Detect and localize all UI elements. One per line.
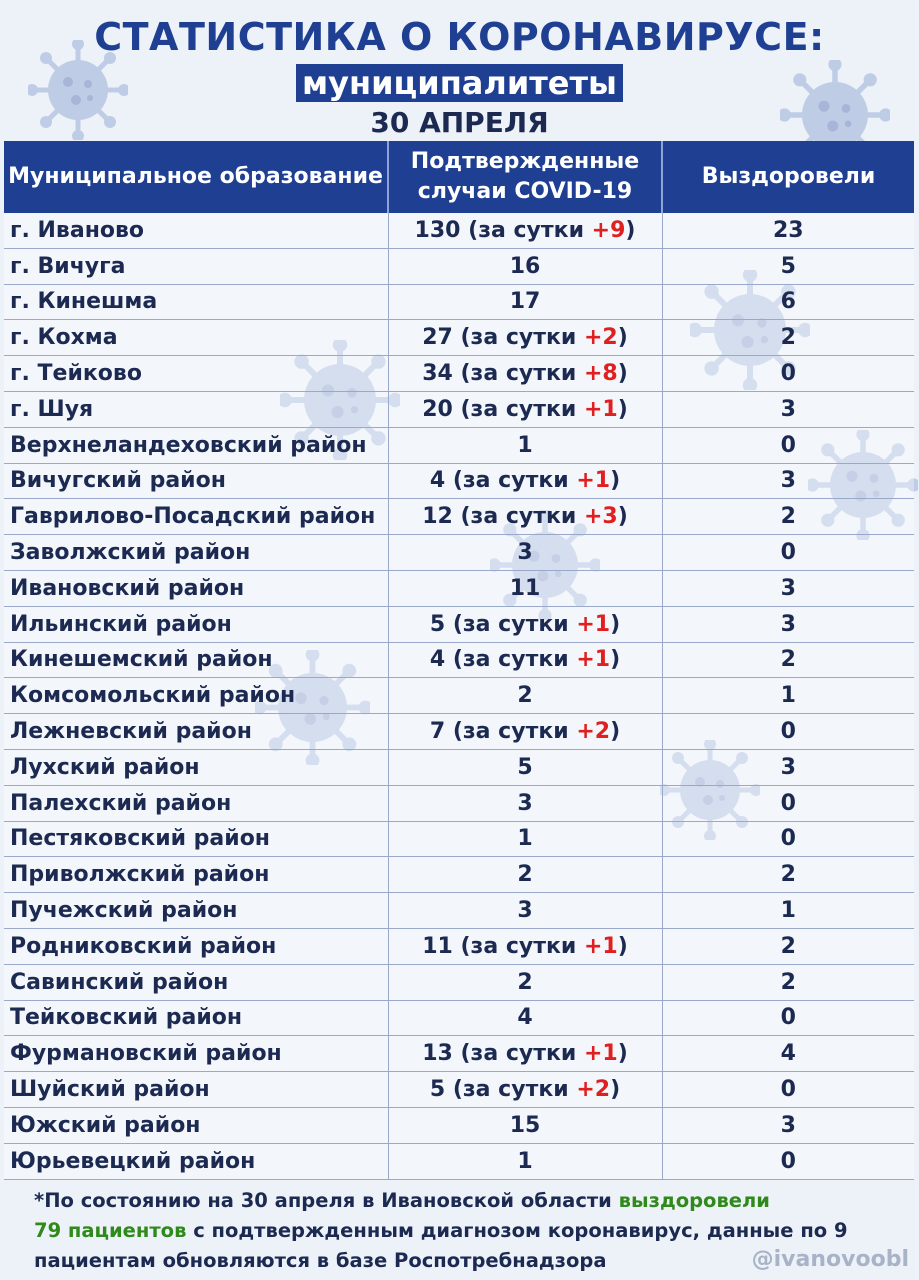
recovered-count: 5 [662, 248, 914, 284]
cases-cell [388, 964, 662, 1000]
municipality-name: Фурмановский район [4, 1036, 388, 1072]
recovered-count: 23 [662, 213, 914, 248]
table-row [4, 964, 914, 1000]
cases-cell: 5 (за сутки +2) [388, 1072, 662, 1108]
municipality-name: Тейковский район [4, 1000, 388, 1036]
statistics-table [4, 141, 914, 1180]
recovered-count: 1 [662, 893, 914, 929]
table-row [4, 1072, 914, 1108]
cases-cell [388, 1107, 662, 1143]
daily-increase: +3 [583, 504, 618, 530]
cases-cell: 34 (за сутки +8) [388, 356, 662, 392]
daily-increase: +1 [583, 1041, 618, 1067]
table-row [4, 284, 914, 320]
daily-increase: +1 [576, 647, 611, 673]
recovered-count: 0 [662, 714, 914, 750]
municipality-name: г. Кохма [4, 320, 388, 356]
cases-count: 27 [422, 325, 453, 351]
cases-cell [388, 1143, 662, 1179]
cases-cell [388, 570, 662, 606]
cases-cell: 5 (за сутки +1) [388, 606, 662, 642]
daily-increase: +9 [591, 217, 626, 243]
table-row [4, 1107, 914, 1143]
recovered-count: 0 [662, 1143, 914, 1179]
recovered-count: 2 [662, 857, 914, 893]
table-row [4, 213, 914, 248]
page-title: СТАТИСТИКА О КОРОНАВИРУСЕ: [94, 15, 825, 59]
municipality-name: Заволжский район [4, 535, 388, 571]
cases-cell: 130 (за сутки +9) [388, 213, 662, 248]
column-header-recovered: Выздоровели [662, 141, 914, 213]
municipality-name: Юрьевецкий район [4, 1143, 388, 1179]
footnote: *По состоянию на 30 апреля в Ивановской области выздоровели 79 пациентов с подтвержденным диагнозом коронавирус, данные по 9 пациентам обновляются в базе Роспотребнадзора [34, 1189, 848, 1272]
cases-count: 15 [509, 1112, 541, 1138]
footnote-recovered-count: 79 пациентов [34, 1219, 187, 1242]
cases-count: 1 [517, 826, 533, 852]
recovered-count: 2 [662, 964, 914, 1000]
cases-count: 2 [517, 683, 533, 709]
table-row [4, 499, 914, 535]
cases-count: 4 [517, 1005, 533, 1031]
table-row [4, 391, 914, 427]
daily-increase: +2 [576, 1077, 611, 1103]
municipality-name: Верхнеландеховский район [4, 427, 388, 463]
cases-count: 130 [414, 217, 461, 243]
cases-count: 3 [517, 790, 533, 816]
daily-increase: +2 [576, 719, 611, 745]
cases-cell [388, 284, 662, 320]
cases-cell [388, 248, 662, 284]
cases-cell [388, 535, 662, 571]
cases-cell [388, 678, 662, 714]
cases-cell: 7 (за сутки +2) [388, 714, 662, 750]
cases-cell [388, 785, 662, 821]
table-row [4, 463, 914, 499]
table-row [4, 1000, 914, 1036]
cases-count: 2 [517, 969, 533, 995]
cases-count: 4 [429, 468, 446, 494]
municipality-name: г. Кинешма [4, 284, 388, 320]
cases-count: 17 [509, 289, 541, 315]
recovered-count: 0 [662, 535, 914, 571]
cases-count: 11 [509, 575, 541, 601]
recovered-count: 0 [662, 785, 914, 821]
municipality-name: Комсомольский район [4, 678, 388, 714]
table-row [4, 1143, 914, 1179]
municipality-name: Савинский район [4, 964, 388, 1000]
table-row [4, 248, 914, 284]
recovered-count: 0 [662, 427, 914, 463]
cases-count: 11 [422, 933, 453, 959]
daily-increase: +2 [583, 325, 618, 351]
municipality-name: Ильинский район [4, 606, 388, 642]
cases-cell: 4 (за сутки +1) [388, 642, 662, 678]
municipality-name: Вичугский район [4, 463, 388, 499]
recovered-count: 0 [662, 821, 914, 857]
cases-cell: 11 (за сутки +1) [388, 928, 662, 964]
table-row [4, 678, 914, 714]
municipality-name: Лухский район [4, 749, 388, 785]
cases-count: 5 [517, 754, 533, 780]
header [0, 0, 919, 140]
municipality-name: Гаврилово-Посадский район [4, 499, 388, 535]
table-row [4, 642, 914, 678]
cases-cell: 13 (за сутки +1) [388, 1036, 662, 1072]
cases-cell [388, 893, 662, 929]
table-row [4, 785, 914, 821]
table-row [4, 535, 914, 571]
cases-count: 5 [429, 1077, 446, 1103]
table-row [4, 749, 914, 785]
recovered-count: 3 [662, 1107, 914, 1143]
municipality-name: Южский район [4, 1107, 388, 1143]
cases-cell [388, 427, 662, 463]
table-row [4, 427, 914, 463]
table-row [4, 570, 914, 606]
municipality-name: Шуйский район [4, 1072, 388, 1108]
footnote-recovered-word: выздоровели [618, 1189, 770, 1212]
cases-count: 3 [517, 540, 533, 566]
recovered-count: 2 [662, 499, 914, 535]
recovered-count: 4 [662, 1036, 914, 1072]
recovered-count: 0 [662, 356, 914, 392]
table-row [4, 821, 914, 857]
cases-cell: 4 (за сутки +1) [388, 463, 662, 499]
municipality-name: Пучежский район [4, 893, 388, 929]
column-header-cases: Подтвержденные случаи COVID-19 [388, 141, 662, 213]
cases-count: 3 [517, 898, 533, 924]
recovered-count: 2 [662, 928, 914, 964]
municipality-name: г. Шуя [4, 391, 388, 427]
cases-cell: 20 (за сутки +1) [388, 391, 662, 427]
social-handle: @ivanovoobl [751, 1247, 909, 1272]
municipality-name: г. Вичуга [4, 248, 388, 284]
municipality-name: г. Тейково [4, 356, 388, 392]
daily-increase: +8 [583, 361, 618, 387]
cases-cell [388, 1000, 662, 1036]
table-header-row [4, 141, 914, 213]
cases-count: 12 [422, 504, 453, 530]
table-row [4, 893, 914, 929]
recovered-count: 2 [662, 320, 914, 356]
cases-count: 1 [517, 1148, 533, 1174]
cases-count: 5 [429, 611, 446, 637]
cases-cell: 27 (за сутки +2) [388, 320, 662, 356]
cases-count: 16 [509, 253, 541, 279]
cases-count: 1 [517, 432, 533, 458]
table-row [4, 1036, 914, 1072]
table-row [4, 320, 914, 356]
recovered-count: 0 [662, 1072, 914, 1108]
municipality-name: Лежневский район [4, 714, 388, 750]
recovered-count: 6 [662, 284, 914, 320]
cases-cell [388, 857, 662, 893]
column-header-municipality: Муниципальное образование [4, 141, 388, 213]
daily-increase: +1 [583, 933, 618, 959]
municipality-name: Кинешемский район [4, 642, 388, 678]
recovered-count: 3 [662, 463, 914, 499]
cases-cell [388, 821, 662, 857]
cases-count: 13 [422, 1041, 453, 1067]
recovered-count: 0 [662, 1000, 914, 1036]
page-subtitle: муниципалитеты [296, 64, 623, 102]
report-date: 30 АПРЕЛЯ [370, 106, 549, 139]
municipality-name: Пестяковский район [4, 821, 388, 857]
cases-count: 7 [429, 719, 446, 745]
table-row [4, 928, 914, 964]
recovered-count: 2 [662, 642, 914, 678]
cases-count: 34 [422, 361, 453, 387]
recovered-count: 3 [662, 391, 914, 427]
daily-increase: +1 [583, 396, 618, 422]
table-row [4, 606, 914, 642]
recovered-count: 1 [662, 678, 914, 714]
municipality-name: Палехский район [4, 785, 388, 821]
daily-increase: +1 [576, 611, 611, 637]
table-row [4, 714, 914, 750]
table-row [4, 356, 914, 392]
cases-cell [388, 749, 662, 785]
table-row [4, 857, 914, 893]
recovered-count: 3 [662, 570, 914, 606]
municipality-name: Ивановский район [4, 570, 388, 606]
cases-count: 4 [429, 647, 446, 673]
municipality-name: г. Иваново [4, 213, 388, 248]
recovered-count: 3 [662, 749, 914, 785]
municipality-name: Родниковский район [4, 928, 388, 964]
cases-count: 20 [422, 396, 453, 422]
cases-cell: 12 (за сутки +3) [388, 499, 662, 535]
recovered-count: 3 [662, 606, 914, 642]
cases-count: 2 [517, 862, 533, 888]
daily-increase: +1 [576, 468, 611, 494]
municipality-name: Приволжский район [4, 857, 388, 893]
